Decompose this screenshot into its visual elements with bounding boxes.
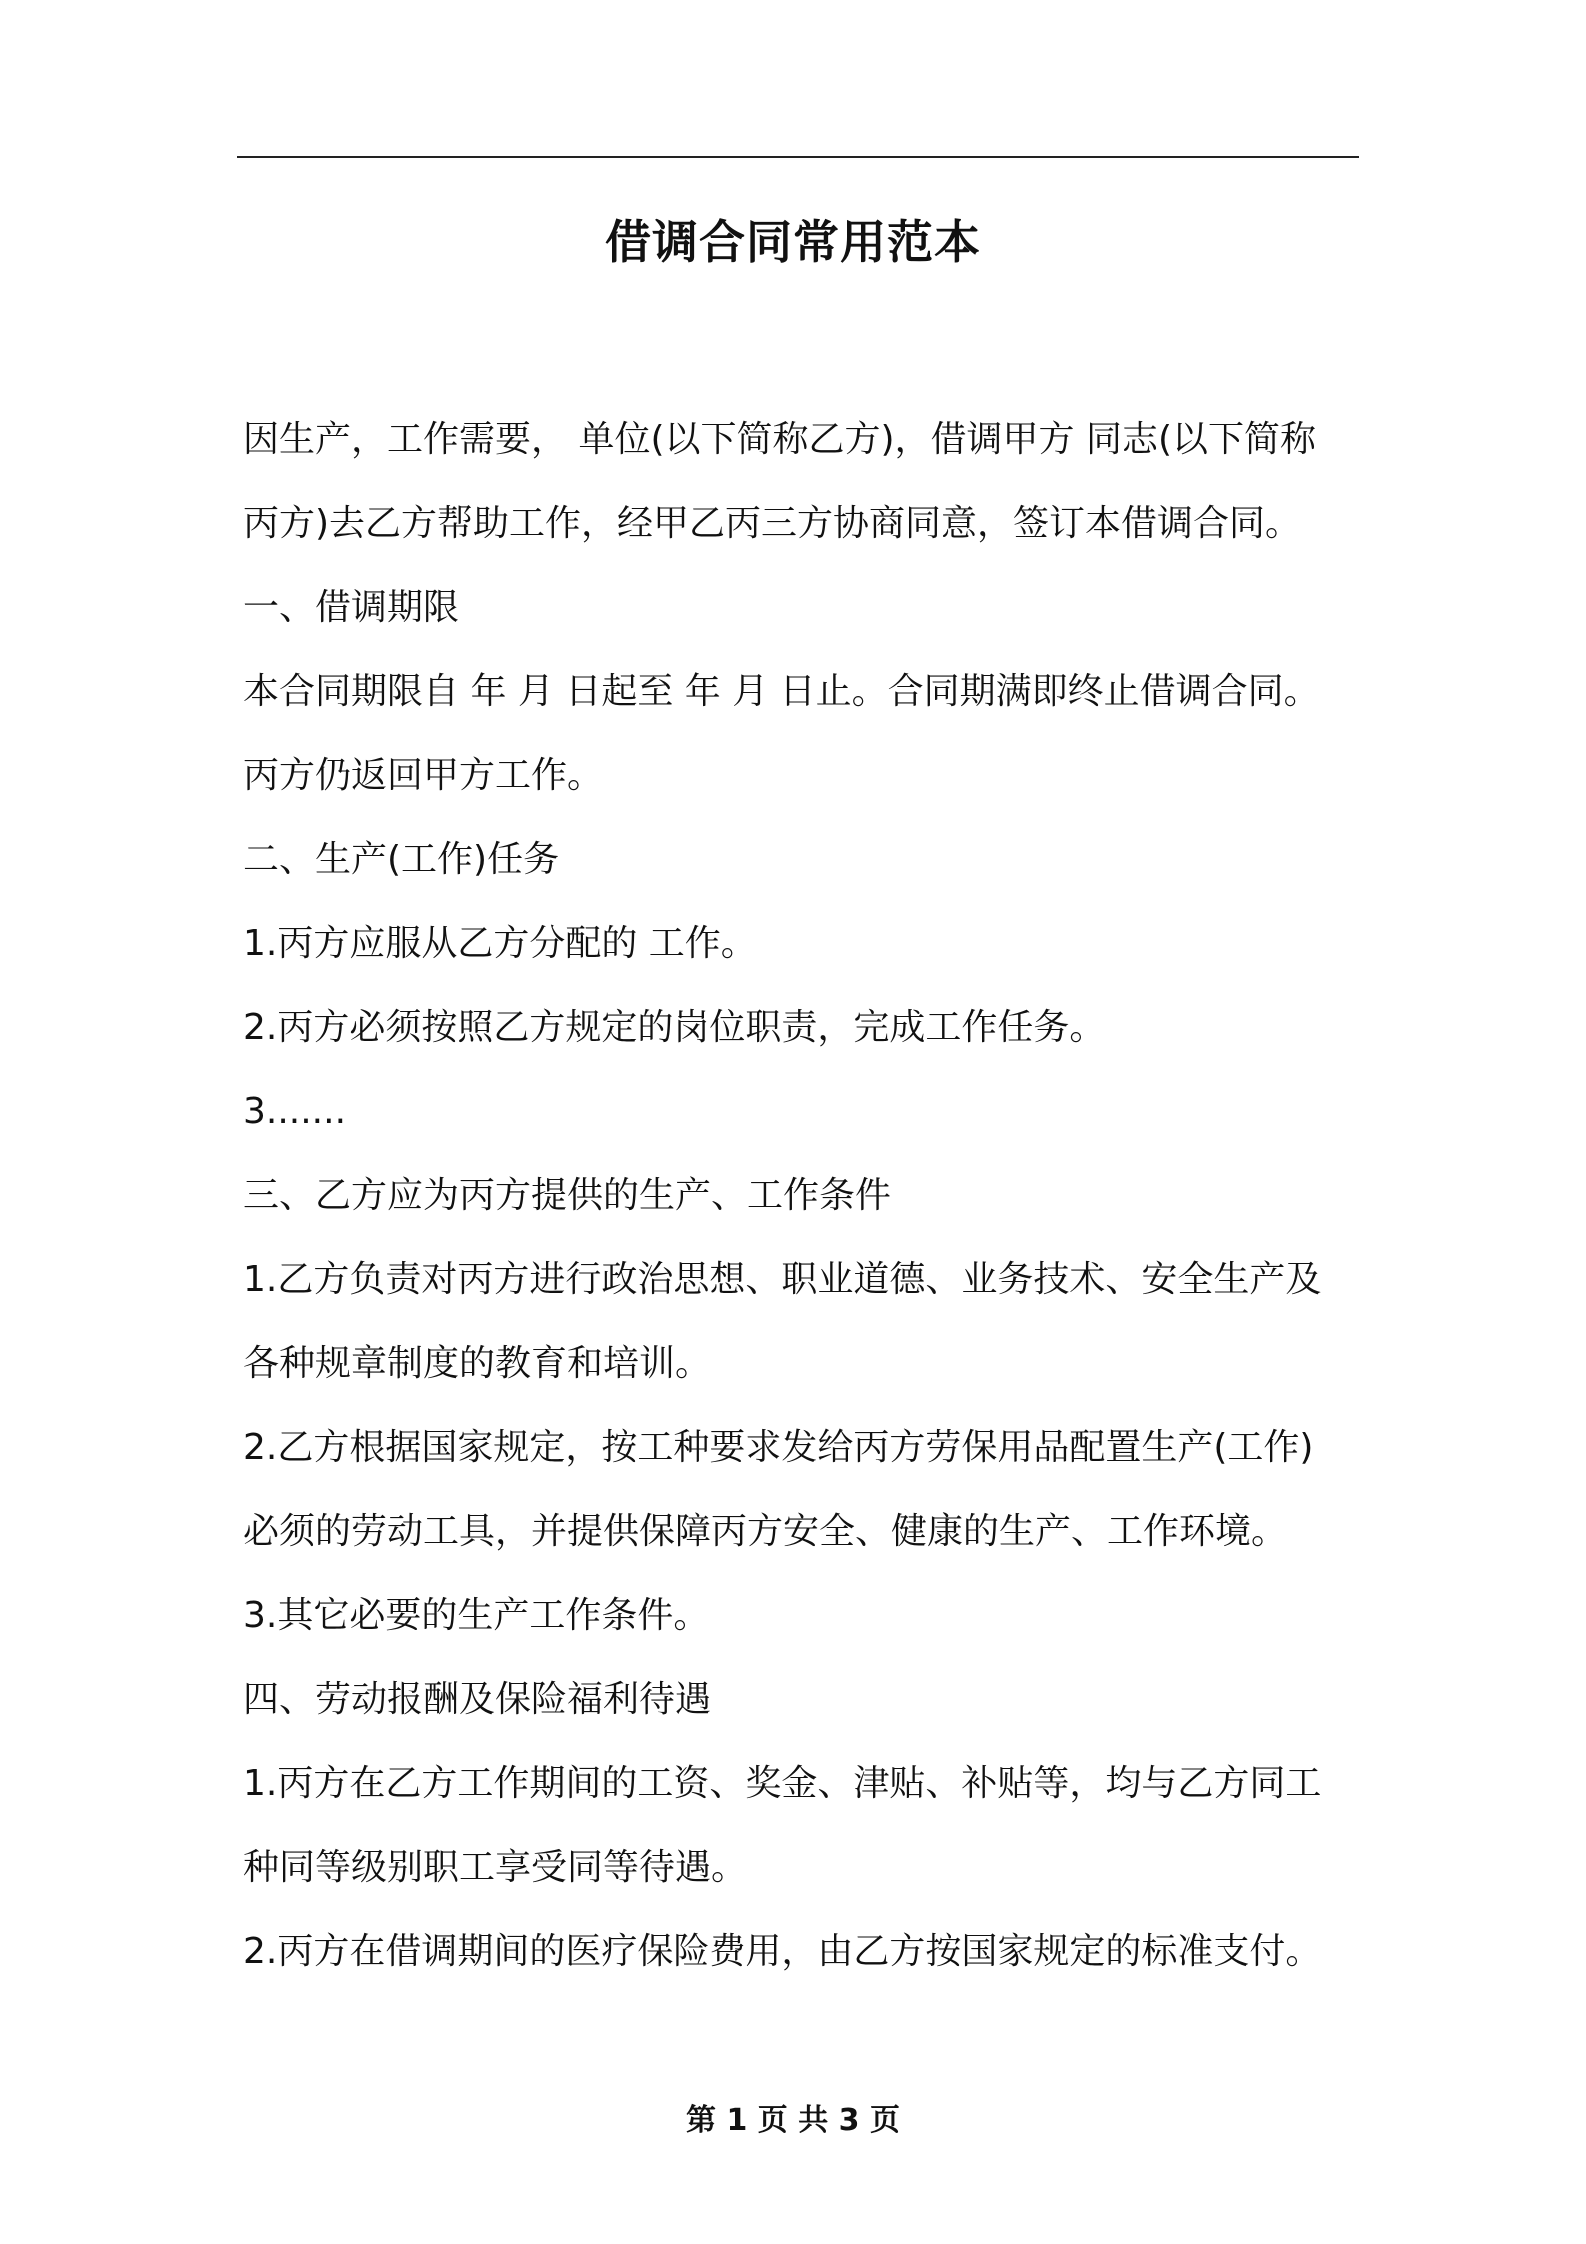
paragraph-line: 种同等级别职工享受同等待遇。 [243, 1847, 748, 1888]
section-heading: 三、乙方应为丙方提供的生产、工作条件 [243, 1175, 892, 1216]
paragraph-line: 丙方仍返回甲方工作。 [243, 755, 604, 796]
paragraph-line: 本合同期限自 年 月 日起至 年 月 日止。合同期满即终止借调合同。 [243, 671, 1320, 712]
list-item: 3.其它必要的生产工作条件。 [243, 1595, 710, 1636]
list-item: 1.丙方应服从乙方分配的 工作。 [243, 923, 757, 964]
section-heading: 二、生产(工作)任务 [243, 839, 560, 880]
paragraph-line: 丙方)去乙方帮助工作，经甲乙丙三方协商同意，签订本借调合同。 [243, 503, 1302, 544]
list-item: 2.乙方根据国家规定，按工种要求发给丙方劳保用品配置生产(工作) [243, 1427, 1314, 1468]
list-item: 2.丙方在借调期间的医疗保险费用，由乙方按国家规定的标准支付。 [243, 1931, 1322, 1972]
paragraph-line: 因生产，工作需要， 单位(以下简称乙方)，借调甲方 同志(以下简称 [243, 419, 1317, 460]
section-heading: 一、借调期限 [243, 587, 460, 628]
document-title: 借调合同常用范本 [605, 215, 981, 269]
paragraph-line: 必须的劳动工具，并提供保障丙方安全、健康的生产、工作环境。 [243, 1511, 1288, 1552]
page-number: 第 1 页 共 3 页 [686, 2103, 900, 2138]
list-item: 3....... [243, 1091, 347, 1132]
section-heading: 四、劳动报酬及保险福利待遇 [243, 1679, 712, 1720]
list-item: 1.乙方负责对丙方进行政治思想、职业道德、业务技术、安全生产及 [243, 1259, 1322, 1300]
paragraph-line: 各种规章制度的教育和培训。 [243, 1343, 712, 1384]
document-body [243, 405, 1361, 2001]
list-item: 2.丙方必须按照乙方规定的岗位职责，完成工作任务。 [243, 1007, 1106, 1048]
list-item: 1.丙方在乙方工作期间的工资、奖金、津贴、补贴等，均与乙方同工 [243, 1763, 1322, 1804]
header-rule [237, 156, 1359, 158]
